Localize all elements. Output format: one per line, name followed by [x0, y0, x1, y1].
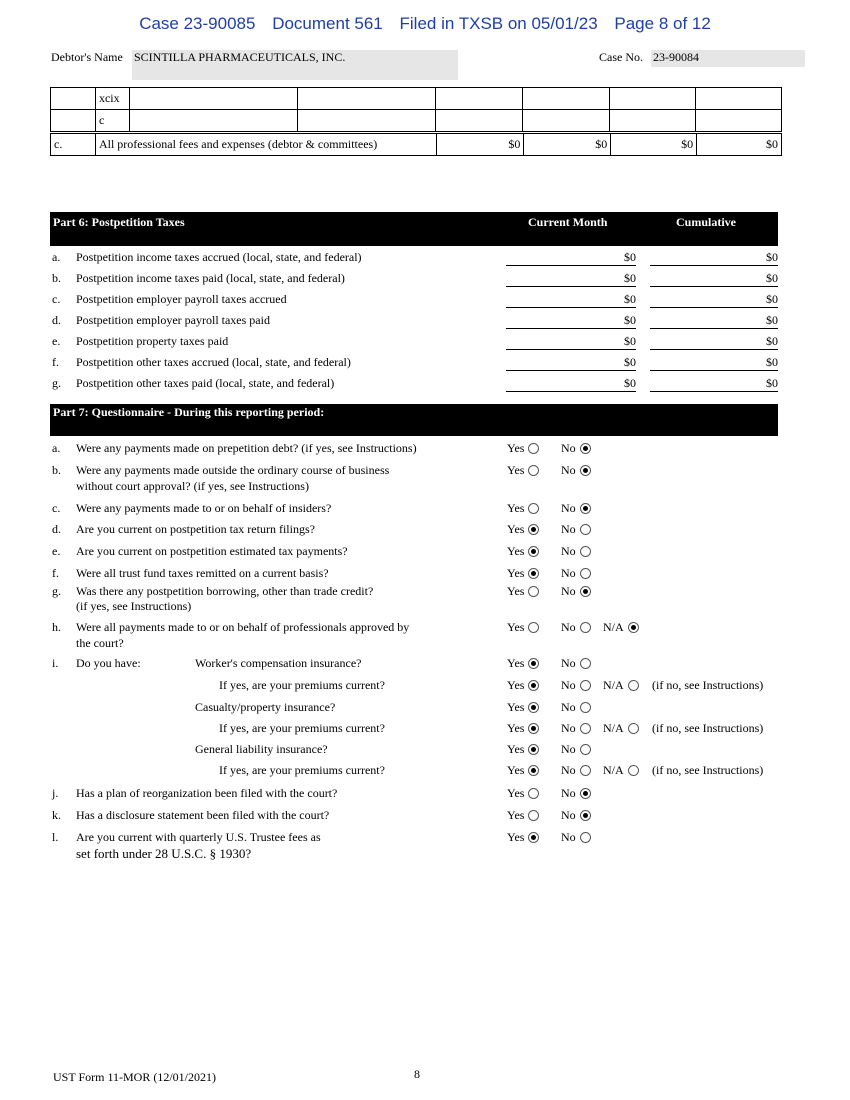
- q-l-no-radio[interactable]: [580, 832, 591, 843]
- q-i-casualty-prem-yes-option: [507, 721, 539, 736]
- part6-col-current: Current Month: [528, 215, 608, 229]
- q-g-yes-label: Yes: [507, 584, 525, 598]
- q-d-yes-radio[interactable]: [528, 524, 539, 535]
- part6-row-current: $0: [506, 250, 636, 266]
- q-j-yes-label: Yes: [507, 786, 525, 800]
- q-b-no-label: No: [561, 463, 576, 477]
- q-i-liability-prem-yes-option: [507, 763, 539, 778]
- footer-page-number: 8: [414, 1067, 420, 1081]
- row-code: c.: [51, 134, 96, 156]
- q-b-text-1: Were any payments made outside the ordinary course of business: [76, 463, 390, 477]
- q-i-liability: General liability insurance?: [195, 742, 328, 756]
- row-value: $0: [611, 134, 697, 156]
- part6-row-label: Postpetition other taxes paid (local, state, and federal): [76, 376, 335, 390]
- q-i-workers-prem-na-option: [603, 678, 639, 693]
- part6-row-current: $0: [506, 313, 636, 329]
- q-i-workers-prem-yes-radio[interactable]: [528, 680, 539, 691]
- q-c-no-option: [561, 501, 591, 516]
- q-h-no-label: No: [561, 620, 576, 634]
- q-i-workers-comp-no-label: No: [561, 656, 576, 670]
- q-c-yes-option: [507, 501, 539, 516]
- q-k-no-label: No: [561, 808, 576, 822]
- q-l-letter: l.: [52, 830, 59, 844]
- q-h-letter: h.: [52, 620, 61, 634]
- part6-row-current: $0: [506, 376, 636, 392]
- footer-form: UST Form 11-MOR (12/01/2021): [53, 1070, 217, 1084]
- q-d-no-label: No: [561, 522, 576, 536]
- q-l-text-2: set forth under 28 U.S.C. § 1930?: [76, 846, 252, 861]
- q-i-workers-prem-na-label: N/A: [603, 678, 624, 692]
- q-i-casualty-no-radio[interactable]: [580, 702, 591, 713]
- q-g-no-radio[interactable]: [580, 586, 591, 597]
- q-k-yes-radio[interactable]: [528, 810, 539, 821]
- q-g-text-2: (if yes, see Instructions): [76, 599, 192, 613]
- part6-title: Part 6: Postpetition Taxes: [53, 215, 185, 229]
- part6-header: [50, 212, 778, 246]
- stamp-filed: Filed in TXSB on 05/01/23: [399, 14, 598, 33]
- q-b-no-option: [561, 463, 591, 478]
- row-name-cell: [129, 110, 297, 132]
- part6-row-cumulative: $0: [650, 271, 778, 287]
- q-b-yes-option: [507, 463, 539, 478]
- row-value: $0: [524, 134, 611, 156]
- q-g-yes-radio[interactable]: [528, 586, 539, 597]
- row-code: [51, 110, 96, 132]
- q-e-no-label: No: [561, 544, 576, 558]
- q-k-letter: k.: [52, 808, 61, 822]
- q-i-liability-yes-radio[interactable]: [528, 744, 539, 755]
- row-label: All professional fees and expenses (debtor & committees): [95, 134, 437, 156]
- q-i-workers-prem-yes-label: Yes: [507, 678, 525, 692]
- part6-col-cumulative: Cumulative: [676, 215, 736, 229]
- q-i-liability-no-label: No: [561, 742, 576, 756]
- q-e-no-radio[interactable]: [580, 546, 591, 557]
- q-j-letter: j.: [52, 786, 59, 800]
- row-value-extra: [696, 88, 782, 110]
- q-l-no-label: No: [561, 830, 576, 844]
- q-i-casualty-prem-na-option: [603, 721, 639, 736]
- part6-row-label: Postpetition income taxes accrued (local, state, and federal): [76, 250, 362, 264]
- row-value: [297, 88, 436, 110]
- part6-row-letter: a.: [52, 250, 61, 264]
- q-e-yes-option: [507, 544, 539, 559]
- case-number-field[interactable]: 23-90084: [651, 50, 805, 67]
- part6-row-current: $0: [506, 334, 636, 350]
- q-i-liability-prem-na-option: [603, 763, 639, 778]
- q-i-casualty-prem-yes-label: Yes: [507, 721, 525, 735]
- q-i-liability-no-radio[interactable]: [580, 744, 591, 755]
- q-j-no-label: No: [561, 786, 576, 800]
- table-row: [51, 110, 782, 132]
- q-d-yes-label: Yes: [507, 522, 525, 536]
- q-i-casualty-prem-no-option: [561, 721, 591, 736]
- q-i-workers-prem-no-radio[interactable]: [580, 680, 591, 691]
- q-i-liability-prem-yes-label: Yes: [507, 763, 525, 777]
- q-i-casualty-prem-no-label: No: [561, 721, 576, 735]
- row-value: [523, 88, 610, 110]
- q-c-text: Were any payments made to or on behalf of insiders?: [76, 501, 332, 515]
- q-i-casualty-prem-na-label: N/A: [603, 721, 624, 735]
- part6-row-letter: d.: [52, 313, 61, 327]
- q-d-no-option: [561, 522, 591, 537]
- q-g-yes-option: [507, 584, 539, 599]
- row-value: [436, 88, 523, 110]
- q-e-yes-radio[interactable]: [528, 546, 539, 557]
- q-i-casualty-premiums: If yes, are your premiums current?: [219, 721, 385, 735]
- q-k-text: Has a disclosure statement been filed with the court?: [76, 808, 330, 822]
- q-i-liability-prem-na-label: N/A: [603, 763, 624, 777]
- q-i-liability-prem-no-option: [561, 763, 591, 778]
- q-h-yes-radio[interactable]: [528, 622, 539, 633]
- q-i-text: Do you have:: [76, 656, 141, 670]
- q-i-workers-prem-no-option: [561, 678, 591, 693]
- q-f-yes-label: Yes: [507, 566, 525, 580]
- q-g-no-label: No: [561, 584, 576, 598]
- q-e-yes-label: Yes: [507, 544, 525, 558]
- part6-row-letter: f.: [52, 355, 59, 369]
- q-a-yes-label: Yes: [507, 441, 525, 455]
- q-c-no-radio[interactable]: [580, 503, 591, 514]
- q-i-liability-premiums: If yes, are your premiums current?: [219, 763, 385, 777]
- q-i-workers-prem-if-no-note: (if no, see Instructions): [652, 678, 764, 692]
- q-a-no-option: [561, 441, 591, 456]
- q-i-workers-comp-yes-label: Yes: [507, 656, 525, 670]
- row-value: $0: [437, 134, 524, 156]
- q-i-workers-comp-yes-radio[interactable]: [528, 658, 539, 669]
- part6-row-cumulative: $0: [650, 355, 778, 371]
- q-k-no-option: [561, 808, 591, 823]
- row-label: xcix: [95, 88, 129, 110]
- part6-row-cumulative: $0: [650, 250, 778, 266]
- q-i-workers-comp-no-option: [561, 656, 591, 671]
- q-f-yes-option: [507, 566, 539, 581]
- q-g-text-1: Was there any postpetition borrowing, other than trade credit?: [76, 584, 374, 598]
- q-a-no-radio[interactable]: [580, 443, 591, 454]
- professional-fees-total-row: [50, 133, 782, 156]
- q-i-liability-prem-na-radio[interactable]: [628, 765, 639, 776]
- q-k-yes-label: Yes: [507, 808, 525, 822]
- row-code: [51, 88, 96, 110]
- q-j-no-radio[interactable]: [580, 788, 591, 799]
- q-a-yes-radio[interactable]: [528, 443, 539, 454]
- row-value-extra: [696, 110, 782, 132]
- q-f-no-label: No: [561, 566, 576, 580]
- part6-row-label: Postpetition employer payroll taxes accrued: [76, 292, 287, 306]
- q-g-no-option: [561, 584, 591, 599]
- q-h-na-radio[interactable]: [628, 622, 639, 633]
- q-h-yes-label: Yes: [507, 620, 525, 634]
- q-i-liability-yes-option: [507, 742, 539, 757]
- q-k-yes-option: [507, 808, 539, 823]
- q-f-yes-radio[interactable]: [528, 568, 539, 579]
- debtor-label: Debtor's Name: [51, 50, 123, 64]
- row-value: $0: [697, 134, 782, 156]
- q-i-liability-prem-no-radio[interactable]: [580, 765, 591, 776]
- debtor-name-field[interactable]: SCINTILLA PHARMACEUTICALS, INC.: [132, 50, 458, 80]
- part6-row-cumulative: $0: [650, 292, 778, 308]
- q-i-workers-comp-no-radio[interactable]: [580, 658, 591, 669]
- q-i-letter: i.: [52, 656, 59, 670]
- part6-row-label: Postpetition income taxes paid (local, state, and federal): [76, 271, 345, 285]
- part6-row-label: Postpetition employer payroll taxes paid: [76, 313, 270, 327]
- row-label: c: [95, 110, 129, 132]
- part6-row-current: $0: [506, 271, 636, 287]
- q-i-casualty-prem-na-radio[interactable]: [628, 723, 639, 734]
- q-j-yes-option: [507, 786, 539, 801]
- stamp-document: Document 561: [272, 14, 383, 33]
- q-i-workers-premiums: If yes, are your premiums current?: [219, 678, 385, 692]
- row-value: [436, 110, 523, 132]
- q-a-no-label: No: [561, 441, 576, 455]
- q-b-text-2: without court approval? (if yes, see Instructions): [76, 479, 309, 493]
- q-i-casualty-yes-label: Yes: [507, 700, 525, 714]
- stamp-page: Page 8 of 12: [614, 14, 711, 33]
- row-value: [610, 88, 696, 110]
- q-a-text: Were any payments made on prepetition debt? (if yes, see Instructions): [76, 441, 417, 455]
- q-f-text: Were all trust fund taxes remitted on a current basis?: [76, 566, 329, 580]
- q-h-text-2: the court?: [76, 636, 124, 650]
- q-d-text: Are you current on postpetition tax return filings?: [76, 522, 315, 536]
- q-i-liability-prem-if-no-note: (if no, see Instructions): [652, 763, 764, 777]
- q-c-yes-radio[interactable]: [528, 503, 539, 514]
- q-a-yes-option: [507, 441, 539, 456]
- q-c-letter: c.: [52, 501, 61, 515]
- q-i-casualty-no-option: [561, 700, 591, 715]
- q-i-casualty-prem-yes-radio[interactable]: [528, 723, 539, 734]
- q-c-yes-label: Yes: [507, 501, 525, 515]
- q-i-casualty-yes-option: [507, 700, 539, 715]
- q-i-workers-prem-no-label: No: [561, 678, 576, 692]
- part6-row-letter: b.: [52, 271, 61, 285]
- q-l-yes-radio[interactable]: [528, 832, 539, 843]
- q-g-letter: g.: [52, 584, 61, 598]
- q-e-letter: e.: [52, 544, 61, 558]
- q-d-letter: d.: [52, 522, 61, 536]
- q-e-text: Are you current on postpetition estimated tax payments?: [76, 544, 348, 558]
- q-f-no-radio[interactable]: [580, 568, 591, 579]
- q-f-letter: f.: [52, 566, 59, 580]
- part7-header: [50, 404, 778, 436]
- case-label: Case No.: [599, 50, 643, 64]
- q-i-workers-comp-yes-option: [507, 656, 539, 671]
- q-k-no-radio[interactable]: [580, 810, 591, 821]
- part6-row-cumulative: $0: [650, 376, 778, 392]
- q-e-no-option: [561, 544, 591, 559]
- q-h-text-1: Were all payments made to or on behalf of professionals approved by: [76, 620, 410, 634]
- filing-stamp: [0, 14, 850, 34]
- q-i-liability-yes-label: Yes: [507, 742, 525, 756]
- q-h-na-option: [603, 620, 639, 635]
- part6-row-current: $0: [506, 355, 636, 371]
- q-f-no-option: [561, 566, 591, 581]
- q-i-workers-comp: Worker's compensation insurance?: [195, 656, 362, 670]
- q-b-yes-radio[interactable]: [528, 465, 539, 476]
- q-i-liability-prem-no-label: No: [561, 763, 576, 777]
- part6-row-current: $0: [506, 292, 636, 308]
- part6-row-label: Postpetition other taxes accrued (local, state, and federal): [76, 355, 351, 369]
- q-l-yes-label: Yes: [507, 830, 525, 844]
- row-value: [610, 110, 696, 132]
- q-h-no-radio[interactable]: [580, 622, 591, 633]
- professional-fees-table: [50, 87, 782, 132]
- part6-row-cumulative: $0: [650, 334, 778, 350]
- q-i-casualty-prem-no-radio[interactable]: [580, 723, 591, 734]
- q-b-no-radio[interactable]: [580, 465, 591, 476]
- q-c-no-label: No: [561, 501, 576, 515]
- q-i-workers-prem-na-radio[interactable]: [628, 680, 639, 691]
- q-j-text: Has a plan of reorganization been filed with the court?: [76, 786, 338, 800]
- part6-row-letter: g.: [52, 376, 61, 390]
- row-value: [523, 110, 610, 132]
- q-i-casualty-no-label: No: [561, 700, 576, 714]
- q-i-workers-prem-yes-option: [507, 678, 539, 693]
- q-j-yes-radio[interactable]: [528, 788, 539, 799]
- table-row: [51, 134, 782, 156]
- q-b-letter: b.: [52, 463, 61, 477]
- q-b-yes-label: Yes: [507, 463, 525, 477]
- q-l-yes-option: [507, 830, 539, 845]
- q-l-text-1: Are you current with quarterly U.S. Trustee fees as: [76, 830, 321, 844]
- row-value: [297, 110, 436, 132]
- stamp-case: Case 23-90085: [139, 14, 256, 33]
- q-j-no-option: [561, 786, 591, 801]
- q-i-casualty: Casualty/property insurance?: [195, 700, 336, 714]
- q-h-no-option: [561, 620, 591, 635]
- row-name-cell: [129, 88, 297, 110]
- q-a-letter: a.: [52, 441, 61, 455]
- q-d-yes-option: [507, 522, 539, 537]
- table-row: [51, 88, 782, 110]
- part6-row-cumulative: $0: [650, 313, 778, 329]
- part6-row-letter: e.: [52, 334, 61, 348]
- q-i-liability-prem-yes-radio[interactable]: [528, 765, 539, 776]
- q-h-yes-option: [507, 620, 539, 635]
- part7-title: Part 7: Questionnaire - During this reporting period:: [53, 405, 325, 419]
- q-h-na-label: N/A: [603, 620, 624, 634]
- q-i-casualty-yes-radio[interactable]: [528, 702, 539, 713]
- q-l-no-option: [561, 830, 591, 845]
- part6-row-label: Postpetition property taxes paid: [76, 334, 229, 348]
- q-d-no-radio[interactable]: [580, 524, 591, 535]
- q-i-casualty-prem-if-no-note: (if no, see Instructions): [652, 721, 764, 735]
- part6-row-letter: c.: [52, 292, 61, 306]
- q-i-liability-no-option: [561, 742, 591, 757]
